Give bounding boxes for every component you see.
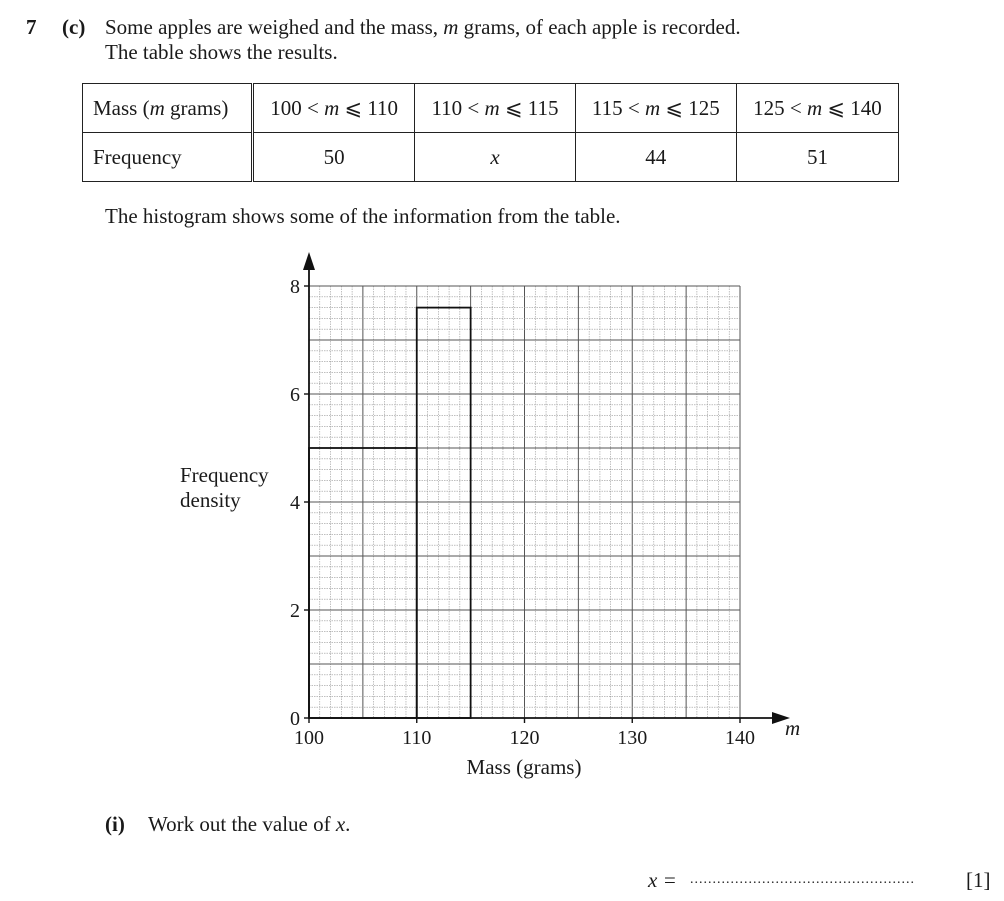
y-axis-arrow-icon [303, 252, 315, 270]
x-tick-label: 140 [725, 727, 755, 749]
interval-cell: 115 < m ⩽ 125 [575, 84, 736, 133]
frequency-unknown: x [490, 144, 500, 169]
question-part: (c) [62, 15, 86, 39]
histogram-intro: The histogram shows some of the information from the table. [105, 204, 621, 228]
frequency-cell: 50 [253, 133, 415, 182]
row-header-frequency: Frequency [83, 133, 253, 182]
y-tick-label: 6 [290, 384, 300, 406]
frequency-cell: 51 [736, 133, 898, 182]
question-line-2: The table shows the results. [105, 40, 338, 64]
part-i-text [148, 812, 350, 837]
x-tick-label: 120 [509, 727, 540, 749]
y-tick-label: 4 [290, 492, 300, 514]
interval-cell: 125 < m ⩽ 140 [736, 84, 898, 133]
question-number: 7 [26, 15, 37, 39]
y-axis-label-line-1: Frequency [180, 463, 269, 487]
x-tick-label: 100 [294, 727, 324, 749]
y-tick-label: 0 [290, 708, 300, 730]
part-i-text-var: x [335, 812, 346, 836]
x-tick-label: 110 [402, 727, 432, 749]
marks-label: [1] [966, 868, 991, 892]
y-axis-label-line-2: density [180, 488, 241, 512]
y-tick-label: 2 [290, 600, 300, 622]
x-axis-symbol: m [785, 716, 801, 740]
answer-prefix: x = [648, 868, 677, 892]
question-line-1-a: Some apples are weighed and the mass, [105, 15, 444, 39]
row-header-mass: Mass (m grams) [83, 84, 253, 133]
question-line-1-var: m [443, 15, 459, 39]
x-axis-label: Mass (grams) [466, 755, 582, 779]
frequency-cell: 44 [575, 133, 736, 182]
interval-cell: 100 < m ⩽ 110 [253, 84, 415, 133]
question-line-1-b: grams, of each apple is recorded. [458, 15, 741, 39]
answer-line[interactable]: .................................................. [690, 872, 915, 887]
y-tick-label: 8 [290, 276, 300, 298]
part-i-text-a: Work out the value of [148, 812, 336, 836]
interval-cell: 110 < m ⩽ 115 [415, 84, 575, 133]
x-tick-label: 130 [617, 727, 648, 749]
part-i-label: (i) [105, 812, 125, 836]
part-i-text-b: . [345, 812, 351, 836]
